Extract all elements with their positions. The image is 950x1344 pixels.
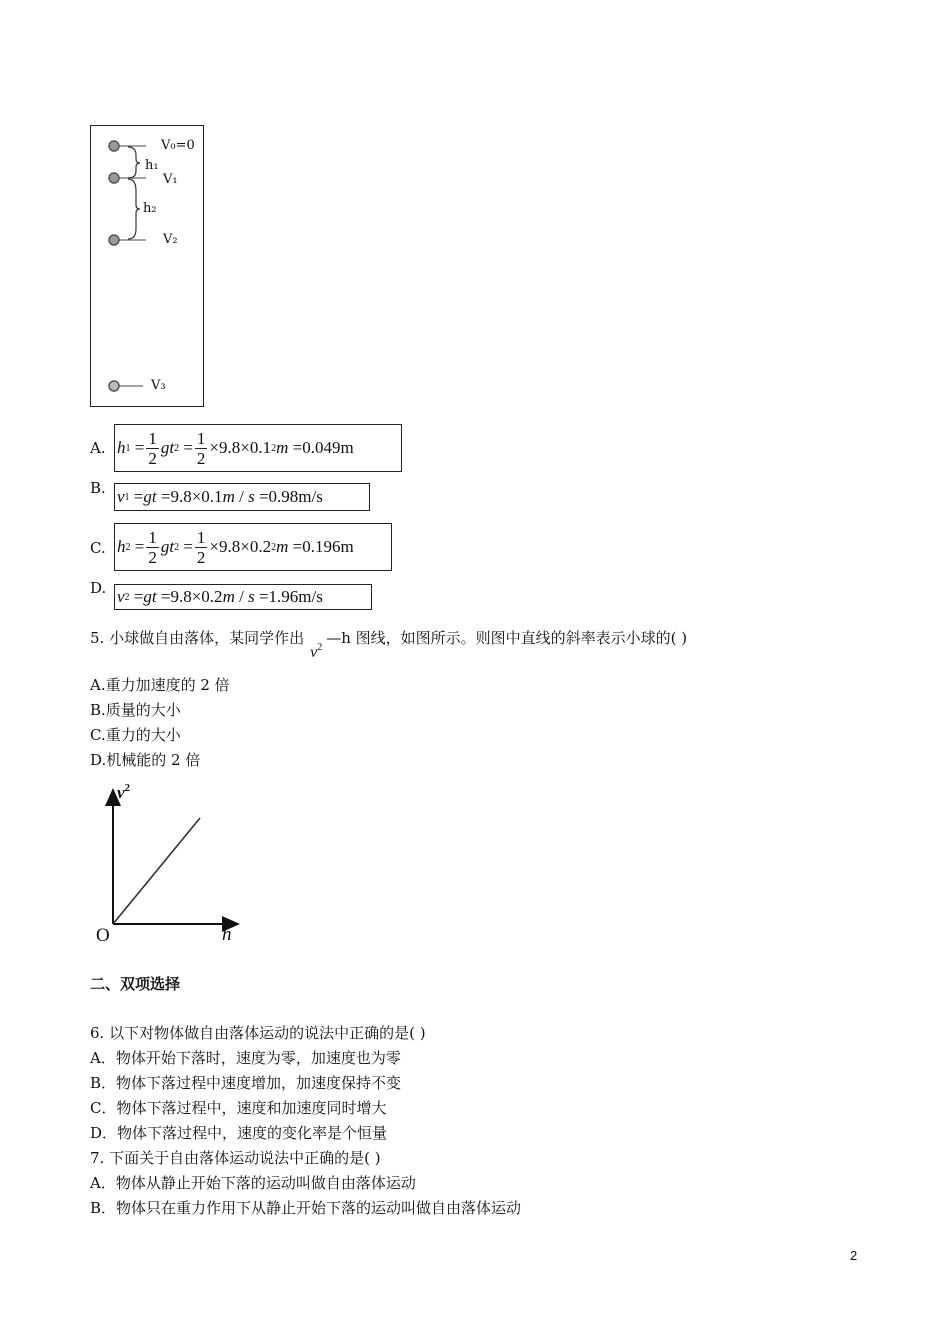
q5-stem-before: 5. 小球做自由落体，某同学作出 xyxy=(90,629,305,647)
option-letter-c: C. xyxy=(90,539,106,557)
formula-c: h 2 = $\frac{1}{2}$ gt 2 = $\frac{1}{2}$ ×9.8×0.2 2 m =0.196m xyxy=(114,523,392,571)
question-6-stem: 6. 以下对物体做自由落体运动的说法中正确的是( ) xyxy=(90,1024,426,1042)
label-v0: V₀=0 xyxy=(161,138,195,153)
formula-b: v 1 = gt =9.8×0.1 m / s =0.98m/s xyxy=(114,483,370,511)
q5-option-c: C.重力的大小 xyxy=(90,726,181,744)
v2-h-graph-svg xyxy=(92,782,252,947)
q5-v2-symbol: $v^2$ xyxy=(310,642,323,661)
ball-0 xyxy=(109,141,119,151)
q7-option-a: A．物体从静止开始下落的运动叫做自由落体运动 xyxy=(90,1174,416,1192)
ball-1 xyxy=(109,173,119,183)
brace-h2 xyxy=(128,179,140,239)
graph-y-label: $v^2$ xyxy=(117,782,131,802)
option-letter-d: D. xyxy=(90,579,107,597)
question-7-stem: 7. 下面关于自由落体运动说法中正确的是( ) xyxy=(90,1149,381,1167)
label-v1: V₁ xyxy=(163,172,178,187)
q5-stem-after: —h 图线，如图所示。则图中直线的斜率表示小球的( ) xyxy=(326,629,688,647)
q6-option-d: D．物体下落过程中，速度的变化率是个恒量 xyxy=(90,1124,388,1142)
q6-option-b: B．物体下落过程中速度增加，加速度保持不变 xyxy=(90,1074,402,1092)
v2-h-line xyxy=(113,818,200,924)
brace-h1 xyxy=(128,147,140,178)
ball-3 xyxy=(109,381,119,391)
ball-2 xyxy=(109,235,119,245)
falling-ball-figure xyxy=(90,125,204,407)
option-letter-b: B. xyxy=(90,479,106,497)
v2-h-graph xyxy=(92,782,252,947)
option-letter-a: A. xyxy=(90,439,106,457)
label-h1: h₁ xyxy=(145,158,159,173)
formula-a: h 1 = $\frac{1}{2}$ gt 2 = $\frac{1}{2}$ ×9.8×0.1 2 m =0.049m xyxy=(114,424,402,472)
label-v3: V₃ xyxy=(151,378,166,393)
graph-x-label: h xyxy=(222,924,232,945)
q6-option-c: C．物体下落过程中，速度和加速度同时增大 xyxy=(90,1099,387,1117)
q5-option-a: A.重力加速度的 2 倍 xyxy=(90,676,230,694)
question-5-stem xyxy=(90,624,688,661)
graph-origin-label: O xyxy=(96,925,110,946)
section-2-heading: 二、双项选择 xyxy=(90,975,181,993)
label-h2: h₂ xyxy=(143,201,157,216)
label-v2: V₂ xyxy=(163,232,178,247)
q5-option-b: B.质量的大小 xyxy=(90,701,181,719)
formula-d: v 2 = gt =9.8×0.2 m / s =1.96m/s xyxy=(114,584,372,610)
q6-option-a: A．物体开始下落时，速度为零，加速度也为零 xyxy=(90,1049,401,1067)
page-number: 2 xyxy=(850,1248,858,1263)
q7-option-b: B．物体只在重力作用下从静止开始下落的运动叫做自由落体运动 xyxy=(90,1199,522,1217)
q5-option-d: D.机械能的 2 倍 xyxy=(90,751,201,769)
